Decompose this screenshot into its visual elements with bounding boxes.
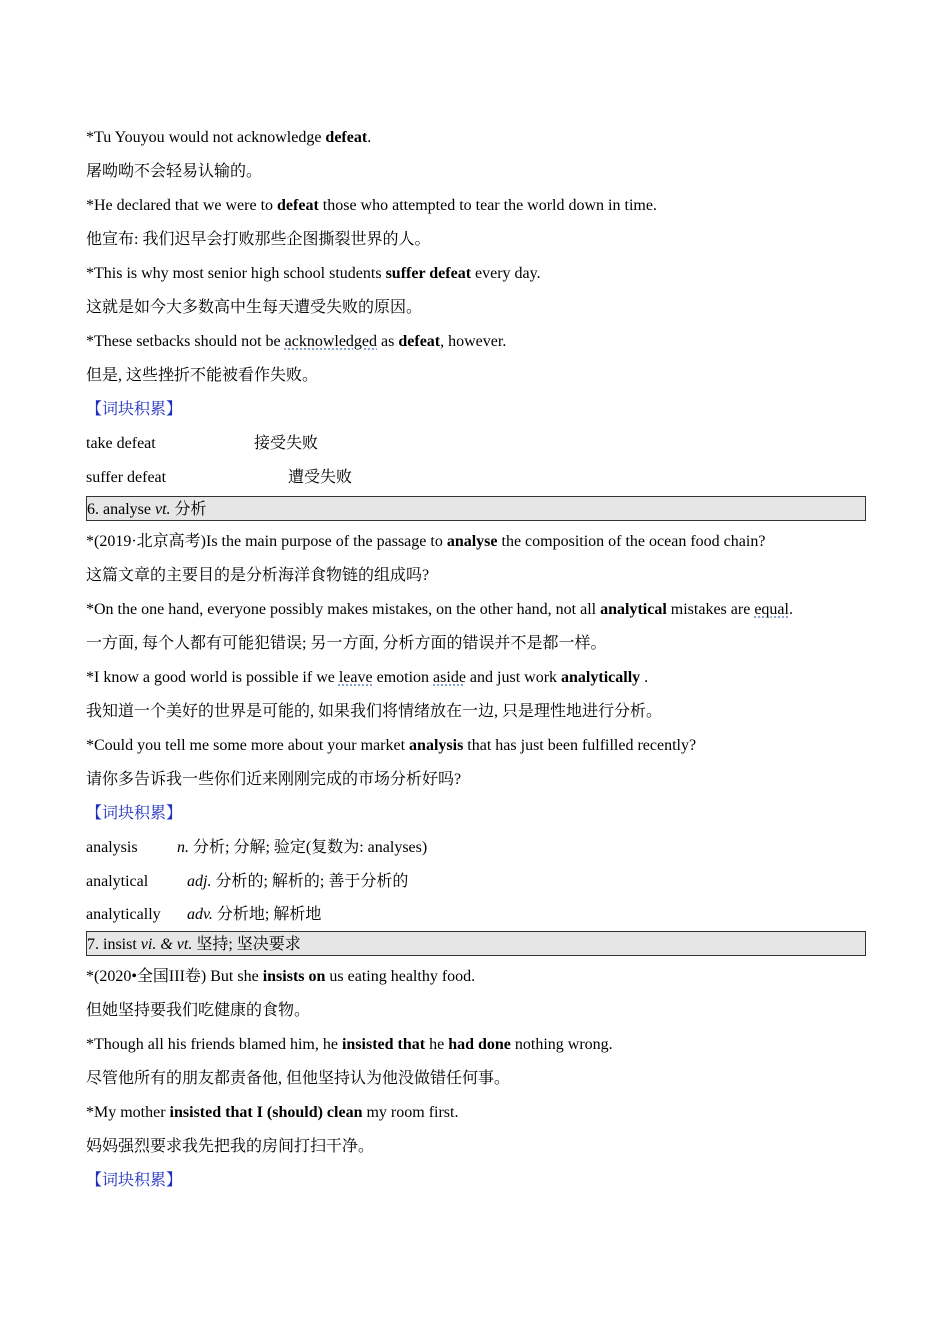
word-form-row	[86, 831, 866, 865]
example-sentence	[86, 1028, 866, 1062]
phrase-row	[86, 461, 866, 495]
phrase-en: suffer defeat	[86, 469, 167, 486]
example-sentence	[86, 525, 866, 559]
word-meaning: 分析地; 解析地	[212, 906, 322, 923]
example-sentence	[86, 593, 866, 627]
header-word: 6. analyse	[87, 501, 155, 518]
translation: 一方面, 每个人都有可能犯错误; 另一方面, 分析方面的错误并不是都一样。	[86, 635, 607, 652]
translation: 妈妈强烈要求我先把我的房间打扫干净。	[86, 1138, 375, 1155]
translation: 尽管他所有的朋友都责备他, 但他坚持认为他没做错任何事。	[86, 1070, 511, 1087]
sentence-text: *Though all his friends blamed him, he	[86, 1036, 342, 1053]
keyword: defeat	[398, 333, 441, 350]
section-header-insist	[86, 931, 866, 956]
translation: 屠呦呦不会轻易认输的。	[86, 163, 263, 180]
document-content	[86, 121, 866, 1198]
translation: 这就是如今大多数高中生每天遭受失败的原因。	[86, 299, 423, 316]
word-form: analytically	[86, 906, 161, 923]
phrase-cn: 遭受失败	[288, 469, 353, 486]
keyword: had done	[448, 1036, 511, 1053]
phrase-row	[86, 427, 866, 461]
sentence-text: .	[788, 601, 793, 618]
underlined-word: leave	[338, 669, 373, 686]
underlined-word: equal	[754, 601, 789, 618]
header-meaning: 分析	[170, 501, 207, 518]
sentence-text: .	[640, 669, 649, 686]
example-sentence	[86, 661, 866, 695]
phrase-en: take defeat	[86, 435, 156, 452]
sentence-text: us eating healthy food.	[325, 968, 476, 985]
example-sentence	[86, 257, 866, 291]
header-pos: vt.	[154, 501, 171, 518]
header-pos: vi. & vt.	[140, 936, 193, 953]
translation: 但她坚持要我们吃健康的食物。	[86, 1002, 311, 1019]
keyword: insists on	[262, 968, 326, 985]
sentence-text: *(2020•全国III卷) But she	[86, 968, 263, 985]
word-meaning: 分析的; 解析的; 善于分析的	[211, 873, 409, 890]
keyword: defeat	[325, 129, 368, 146]
keyword: insisted that I (should) clean	[169, 1104, 363, 1121]
sentence-text: my room first.	[362, 1104, 459, 1121]
word-pos: n.	[177, 839, 189, 856]
keyword: defeat	[277, 197, 319, 214]
keyword: analytical	[600, 601, 667, 618]
sentence-text: *He declared that we were to	[86, 197, 278, 214]
sentence-text: , however.	[440, 333, 507, 350]
word-pos: adj.	[187, 873, 212, 890]
word-pos: adv.	[187, 906, 213, 923]
keyword: analyse	[446, 533, 498, 550]
sentence-text: he	[425, 1036, 449, 1053]
translation: 但是, 这些挫折不能被看作失败。	[86, 367, 319, 384]
header-meaning: 坚持; 坚决要求	[192, 936, 301, 953]
sentence-text: every day.	[471, 265, 541, 282]
keyword: insisted that	[341, 1036, 426, 1053]
sentence-text: *I know a good world is possible if we	[86, 669, 339, 686]
sentence-text: the composition of the ocean food chain?	[497, 533, 766, 550]
translation: 他宣布: 我们迟早会打败那些企图撕裂世界的人。	[86, 231, 431, 248]
translation: 这篇文章的主要目的是分析海洋食物链的组成吗?	[86, 567, 430, 584]
keyword: analysis	[409, 737, 464, 754]
sentence-text: *These setbacks should not be	[86, 333, 285, 350]
chunk-accumulation-label: 【词块积累】	[86, 1172, 183, 1189]
sentence-text: nothing wrong.	[510, 1036, 613, 1053]
sentence-text: and just work	[465, 669, 562, 686]
sentence-text: *This is why most senior high school students	[86, 265, 386, 282]
chunk-accumulation-label: 【词块积累】	[86, 805, 183, 822]
underlined-word: aside	[433, 669, 466, 686]
example-sentence	[86, 960, 866, 994]
example-sentence	[86, 325, 866, 359]
translation: 请你多告诉我一些你们近来刚刚完成的市场分析好吗?	[86, 771, 462, 788]
translation: 我知道一个美好的世界是可能的, 如果我们将情绪放在一边, 只是理性地进行分析。	[86, 703, 663, 720]
underlined-word: acknowledged	[284, 333, 378, 350]
sentence-text: emotion	[372, 669, 434, 686]
keyword: analytically	[561, 669, 641, 686]
sentence-text: *My mother	[86, 1104, 170, 1121]
example-sentence	[86, 1096, 866, 1130]
word-form-row	[86, 865, 866, 899]
sentence-text: .	[367, 129, 372, 146]
word-meaning: 分析; 分解; 验定(复数为: analyses)	[189, 839, 428, 856]
sentence-text: *Could you tell me some more about your market	[86, 737, 410, 754]
example-sentence	[86, 189, 866, 223]
section-header-analyse	[86, 496, 866, 521]
word-form: analysis	[86, 839, 138, 856]
header-word: 7. insist	[87, 936, 141, 953]
word-form: analytical	[86, 873, 149, 890]
example-sentence	[86, 121, 866, 155]
phrase-cn: 接受失败	[254, 435, 319, 452]
sentence-text: *(2019·北京高考)Is the main purpose of the passage to	[86, 533, 447, 550]
keyword: suffer defeat	[385, 265, 472, 282]
example-sentence	[86, 729, 866, 763]
sentence-text: as	[377, 333, 399, 350]
sentence-text: that has just been fulfilled recently?	[463, 737, 697, 754]
word-form-row	[86, 899, 866, 931]
sentence-text: *On the one hand, everyone possibly makes mistakes, on the other hand, not all	[86, 601, 601, 618]
sentence-text: those who attempted to tear the world down in time.	[318, 197, 657, 214]
sentence-text: *Tu Youyou would not acknowledge	[86, 129, 326, 146]
chunk-accumulation-label: 【词块积累】	[86, 401, 183, 418]
sentence-text: mistakes are	[666, 601, 755, 618]
